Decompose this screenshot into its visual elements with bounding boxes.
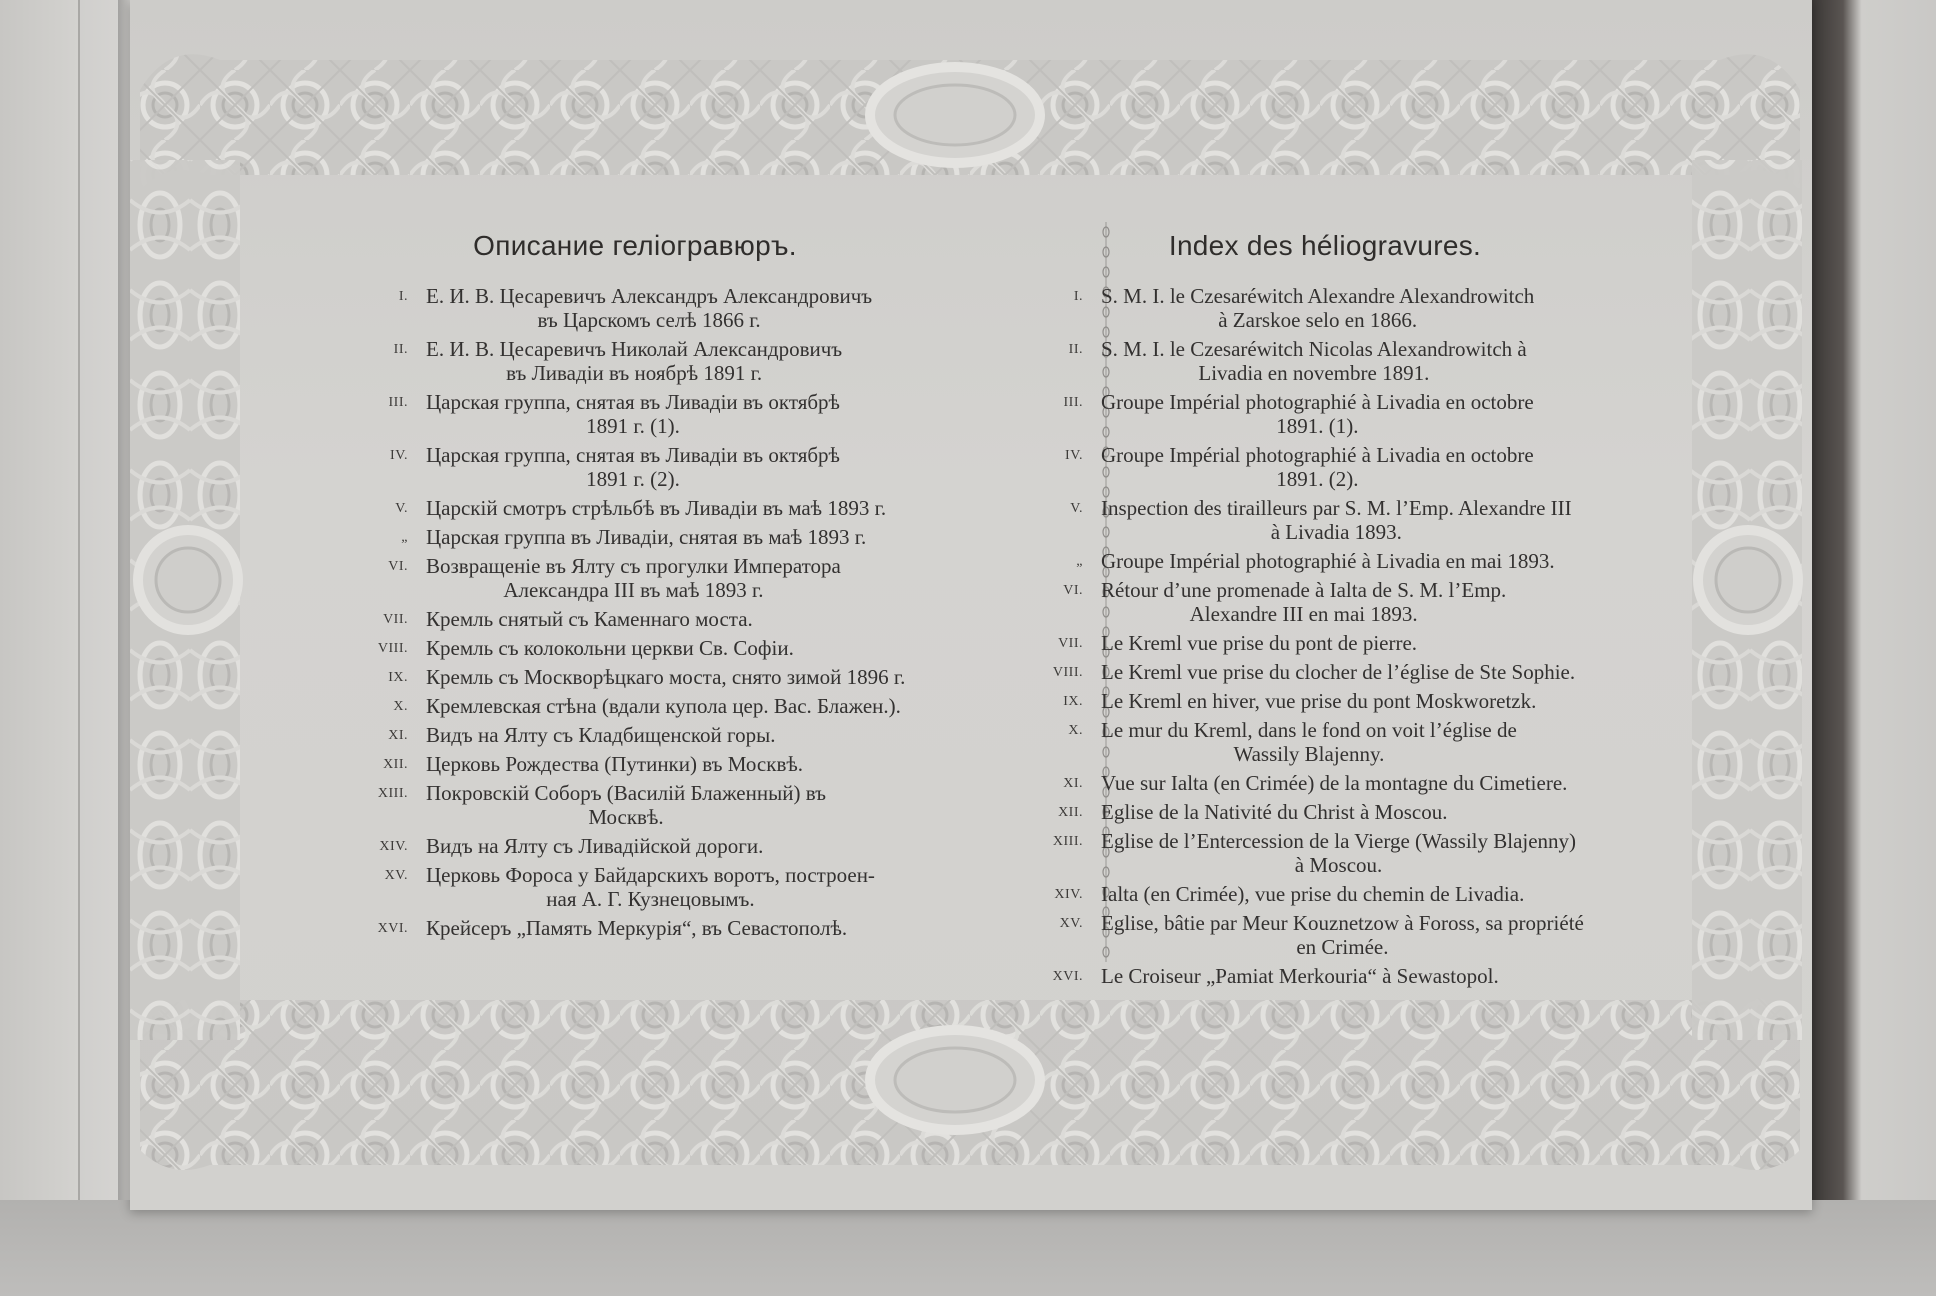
entry-text [1101, 829, 1576, 877]
russian-index-column [330, 230, 940, 945]
entry-line: Groupe Impérial photographié à Livadia en mai 1893. [1101, 549, 1555, 573]
entry-text [1101, 964, 1499, 988]
entry-line: Eglise de la Nativité du Christ à Moscou. [1101, 800, 1448, 824]
entry-numeral: II. [1068, 342, 1083, 357]
index-entry [330, 607, 940, 631]
entry-line-continued: Wassily Blajenny. [1233, 742, 1385, 766]
index-entry [330, 694, 940, 718]
entry-line: Кремлевская стѣна (вдали купола цер. Вас. Блажен.). [426, 694, 901, 718]
index-entry [330, 443, 940, 491]
entry-line: Le Kreml vue prise du clocher de l’église de Ste Sophie. [1101, 660, 1576, 684]
french-entry-list [1005, 284, 1645, 988]
index-entry [1005, 390, 1645, 438]
french-index-column [1005, 230, 1645, 993]
entry-line: Кремль съ Москворѣцкаго моста, снято зимой 1896 г. [426, 665, 906, 689]
entry-text [426, 916, 847, 940]
entry-line: Кремль съ колокольни церкви Св. Софіи. [426, 636, 794, 660]
index-entry [330, 390, 940, 438]
entry-line: Rétour d’une promenade à Ialta de S. M. l’Emp. [1101, 578, 1507, 602]
index-entry [330, 554, 940, 602]
entry-numeral: VI. [1063, 583, 1083, 598]
entry-text [426, 337, 842, 385]
entry-line: Церковь Фороса у Байдарскихъ воротъ, построен- [426, 863, 875, 887]
index-entry [330, 781, 940, 829]
entry-line-continued: à Moscou. [1294, 853, 1383, 877]
entry-numeral: VIII. [1052, 665, 1083, 680]
entry-line: Царская группа въ Ливадіи, снятая въ маѣ 1893 г. [426, 525, 867, 549]
entry-text [1101, 549, 1555, 573]
entry-line: Возвращеніе въ Ялту съ прогулки Императора [426, 554, 841, 578]
entry-text [426, 607, 753, 631]
entry-numeral: IX. [1063, 694, 1083, 709]
entry-numeral: I. [398, 289, 408, 304]
index-entry [330, 284, 940, 332]
entry-numeral: „ [1076, 554, 1083, 569]
entry-text [1101, 800, 1447, 824]
entry-text [426, 496, 886, 520]
entry-line-continued: à Zarskoe selo en 1866. [1218, 308, 1418, 332]
index-entry [330, 723, 940, 747]
index-entry [1005, 660, 1645, 684]
entry-line: Е. И. В. Цесаревичъ Александръ Александровичъ [426, 284, 873, 308]
entry-numeral: XIII. [377, 786, 408, 801]
entry-numeral: II. [393, 342, 408, 357]
french-heading: Index des héliogravures. [1168, 230, 1482, 261]
entry-line: Eglise de l’Entercession de la Vierge (Wassily Blajenny) [1101, 829, 1577, 853]
index-entry [1005, 549, 1645, 573]
entry-text [426, 390, 840, 438]
russian-heading: Описание геліогравюръ. [473, 230, 797, 261]
index-entry [330, 752, 940, 776]
entry-text [426, 525, 866, 549]
entry-line: S. M. I. le Czesaréwitch Nicolas Alexandrowitch à [1101, 337, 1527, 361]
entry-line: Inspection des tirailleurs par S. M. l’Emp. Alexandre III [1101, 496, 1572, 520]
entry-numeral: X. [393, 699, 408, 714]
entry-text [1101, 496, 1572, 544]
entry-line: S. M. I. le Czesaréwitch Alexandre Alexandrowitch [1101, 284, 1535, 308]
entry-line-continued: въ Царскомъ селѣ 1866 г. [537, 308, 761, 332]
entry-numeral: VIII. [377, 641, 408, 656]
table-surface [0, 1200, 1936, 1296]
entry-numeral: XIV. [1054, 887, 1083, 902]
entry-line: Е. И. В. Цесаревичъ Николай Александровичъ [426, 337, 843, 361]
entry-text [426, 665, 905, 689]
entry-numeral: XV. [384, 868, 408, 883]
index-entry [1005, 284, 1645, 332]
entry-line-continued: Москвѣ. [588, 805, 664, 829]
entry-numeral: XVI. [377, 921, 408, 936]
entry-line: Le Kreml en hiver, vue prise du pont Moskworetzk. [1101, 689, 1537, 713]
entry-numeral: XII. [383, 757, 408, 772]
entry-text [1101, 718, 1517, 766]
book-cover-edge [1812, 0, 1936, 1230]
index-entry [1005, 496, 1645, 544]
entry-text [1101, 284, 1534, 332]
entry-text [426, 863, 875, 911]
index-entry [1005, 337, 1645, 385]
entry-numeral: XVI. [1052, 969, 1083, 984]
entry-numeral: X. [1068, 723, 1083, 738]
entry-numeral: I. [1073, 289, 1083, 304]
index-entry [1005, 882, 1645, 906]
entry-line: Царскій смотръ стрѣльбѣ въ Ливадіи въ маѣ 1893 г. [426, 496, 887, 520]
entry-line: Ialta (en Crimée), vue prise du chemin de Livadia. [1101, 882, 1525, 906]
russian-entry-list [330, 284, 940, 940]
entry-numeral: VII. [383, 612, 408, 627]
entry-numeral: VII. [1058, 636, 1083, 651]
entry-numeral: IX. [388, 670, 408, 685]
entry-line-continued: Livadia en novembre 1891. [1198, 361, 1430, 385]
entry-text [426, 752, 803, 776]
entry-numeral: V. [395, 501, 408, 516]
entry-text [426, 834, 763, 858]
entry-numeral: XI. [1063, 776, 1083, 791]
index-entry [330, 636, 940, 660]
index-entry [330, 863, 940, 911]
entry-line-continued: en Crimée. [1296, 935, 1389, 959]
entry-line: Покровскій Соборъ (Василій Блаженный) въ [426, 781, 826, 805]
index-entry [1005, 578, 1645, 626]
entry-numeral: „ [401, 530, 408, 545]
entry-text [426, 781, 826, 829]
entry-text [1101, 882, 1524, 906]
entry-numeral: III. [388, 395, 408, 410]
index-entry [1005, 689, 1645, 713]
entry-numeral: XIV. [379, 839, 408, 854]
entry-line-continued: ная А. Г. Кузнецовымъ. [546, 887, 755, 911]
entry-line: Видъ на Ялту съ Кладбищенской горы. [426, 723, 776, 747]
left-page-leaf [0, 0, 80, 1200]
index-entry [330, 337, 940, 385]
entry-line: Le mur du Kreml, dans le fond on voit l’église de [1101, 718, 1517, 742]
entry-line: Le Croiseur „Pamiat Merkouria“ à Sewastopol. [1101, 964, 1499, 988]
entry-text [1101, 771, 1567, 795]
index-entry [1005, 443, 1645, 491]
entry-line: Кремль снятый съ Каменнаго моста. [426, 607, 753, 631]
entry-numeral: III. [1063, 395, 1083, 410]
entry-numeral: XII. [1058, 805, 1083, 820]
entry-text [1101, 390, 1534, 438]
index-entry [1005, 911, 1645, 959]
entry-line-continued: въ Ливадіи въ ноябрѣ 1891 г. [506, 361, 763, 385]
index-entry [1005, 800, 1645, 824]
entry-line: Groupe Impérial photographié à Livadia en octobre [1101, 390, 1534, 414]
entry-text [426, 636, 794, 660]
entry-text [1101, 443, 1534, 491]
entry-text [426, 554, 841, 602]
entry-line-continued: 1891 г. (2). [586, 467, 680, 491]
entry-line-continued: 1891 г. (1). [586, 414, 680, 438]
entry-line: Царская группа, снятая въ Ливадіи въ октябрѣ [426, 443, 840, 467]
entry-text [426, 723, 775, 747]
entry-line: Церковь Рождества (Путинки) въ Москвѣ. [426, 752, 804, 776]
entry-line: Eglise, bâtie par Meur Kouznetzow à Foross, sa propriété [1101, 911, 1584, 935]
index-entry [330, 916, 940, 940]
entry-line: Le Kreml vue prise du pont de pierre. [1101, 631, 1418, 655]
entry-line: Царская группа, снятая въ Ливадіи въ октябрѣ [426, 390, 840, 414]
entry-line: Vue sur Ialta (en Crimée) de la montagne du Cimetiere. [1101, 771, 1568, 795]
index-entry [330, 834, 940, 858]
index-entry [1005, 718, 1645, 766]
entry-text [1101, 660, 1575, 684]
entry-line-continued: 1891. (1). [1276, 414, 1359, 438]
index-entry [330, 525, 940, 549]
entry-text [1101, 911, 1584, 959]
entry-line: Видъ на Ялту съ Ливадійской дороги. [426, 834, 764, 858]
entry-numeral: IV. [390, 448, 408, 463]
index-entry [330, 665, 940, 689]
index-entry [1005, 771, 1645, 795]
entry-line-continued: à Livadia 1893. [1270, 520, 1402, 544]
index-entry [1005, 829, 1645, 877]
index-entry [1005, 964, 1645, 988]
entry-line-continued: Alexandre III en mai 1893. [1189, 602, 1418, 626]
index-entry [1005, 631, 1645, 655]
entry-text [426, 284, 872, 332]
entry-text [1101, 689, 1536, 713]
entry-numeral: VI. [388, 559, 408, 574]
entry-text [1101, 337, 1527, 385]
entry-numeral: V. [1070, 501, 1083, 516]
entry-line-continued: 1891. (2). [1276, 467, 1359, 491]
entry-line: Groupe Impérial photographié à Livadia en octobre [1101, 443, 1534, 467]
entry-text [426, 443, 840, 491]
entry-numeral: XIII. [1052, 834, 1083, 849]
entry-text [1101, 578, 1506, 626]
entry-line-continued: Александра III въ маѣ 1893 г. [503, 578, 764, 602]
entry-numeral: XI. [388, 728, 408, 743]
index-entry [330, 496, 940, 520]
entry-line: Крейсеръ „Память Меркурія“, въ Севастополѣ. [426, 916, 848, 940]
entry-numeral: IV. [1065, 448, 1083, 463]
entry-text [1101, 631, 1417, 655]
entry-text [426, 694, 901, 718]
entry-numeral: XV. [1059, 916, 1083, 931]
